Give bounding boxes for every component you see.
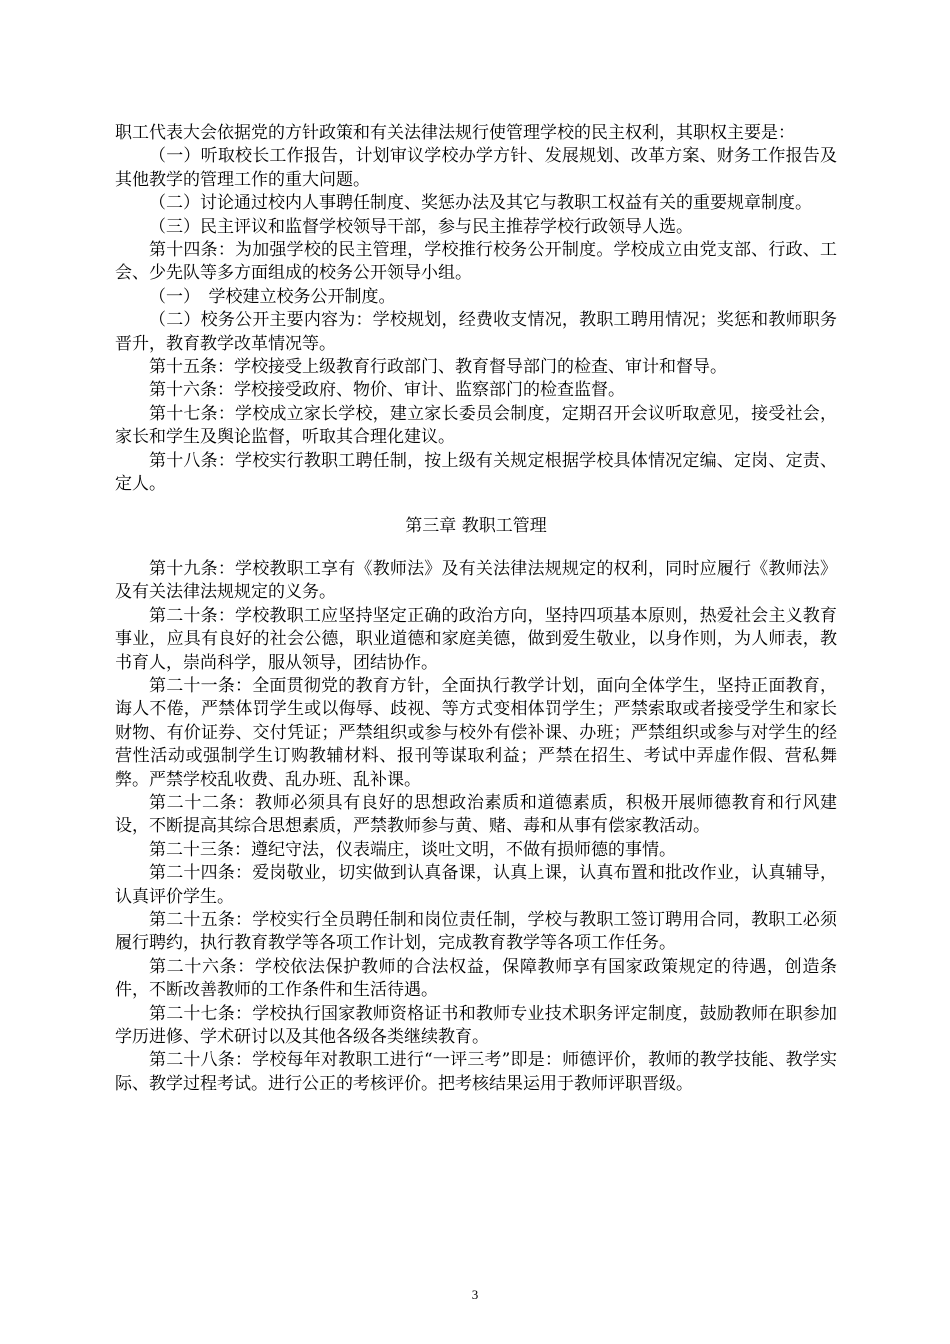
paragraph: （二）讨论通过校内人事聘任制度、奖惩办法及其它与教职工权益有关的重要规章制度。: [149, 193, 812, 214]
paragraph: 第二十三条：遵纪守法，仪表端庄，谈吐文明，不做有损师德的事情。: [149, 839, 676, 860]
paragraph: 第二十八条：学校每年对教职工进行“一评三考”即是：师德评价，教师的教学技能、教学实际、教学过程考试。进行公正的考核评价。把考核结果运用于教师评职晋级。: [115, 1050, 837, 1094]
paragraph: 第二十一条：全面贯彻党的教育方针，全面执行教学计划，面向全体学生，坚持正面教育，诲人不倦，严禁体罚学生或以侮辱、歧视、等方式变相体罚学生；严禁索取或者接受学生和家长财物、有价证券、交付凭证；严禁组织或参与校外有偿补课、办班；严禁组织或参与对学生的经营性活动或强制学生订购教辅材料、报刊等谋取利益；严禁在招生、考试中弄虚作假、营私舞弊。严禁学校乱收费、乱办班、乱补课。: [115, 675, 837, 790]
paragraph: 第十六条：学校接受政府、物价、审计、监察部门的检查监督。: [149, 380, 625, 401]
paragraph: 职工代表大会依据党的方针政策和有关法律法规行使管理学校的民主权利，其职权主要是：: [115, 123, 795, 143]
paragraph: 第二十六条：学校依法保护教师的合法权益，保障教师享有国家政策规定的待遇，创造条件，不断改善教师的工作条件和生活待遇。: [115, 956, 837, 1001]
paragraph: 第十九条：学校教职工享有《教师法》及有关法律法规规定的权利，同时应履行《教师法》及有关法律法规规定的义务。: [115, 558, 837, 603]
paragraph: 第二十五条：学校实行全员聘任制和岗位责任制，学校与教职工签订聘用合同，教职工必须履行聘约，执行教育教学等各项工作计划，完成教育教学等各项工作任务。: [115, 910, 837, 954]
paragraph: 第十四条：为加强学校的民主管理，学校推行校务公开制度。学校成立由党支部、行政、工会、少先队等多方面组成的校务公开领导小组。: [115, 240, 837, 284]
paragraph: 第十五条：学校接受上级教育行政部门、教育督导部门的检查、审计和督导。: [149, 357, 727, 378]
chapter-title: 第三章 教职工管理: [405, 515, 547, 536]
paragraph: 第二十二条：教师必须具有良好的思想政治素质和道德素质，积极开展师德教育和行风建设，不断提高其综合思想素质，严禁教师参与黄、赌、毒和从事有偿家教活动。: [115, 792, 837, 837]
paragraph: 第十七条：学校成立家长学校，建立家长委员会制度，定期召开会议听取意见，接受社会，家长和学生及舆论监督，听取其合理化建议。: [115, 403, 837, 448]
paragraph: （三）民主评议和监督学校领导干部，参与民主推荐学校行政领导人选。: [149, 216, 693, 237]
paragraph: 第二十四条：爱岗敬业，切实做到认真备课，认真上课，认真布置和批改作业，认真辅导，认真评价学生。: [115, 863, 837, 907]
body-text: [115, 122, 837, 1096]
paragraph: 第二十七条：学校执行国家教师资格证书和教师专业技术职务评定制度，鼓励教师在职参加学历进修、学术研讨以及其他各级各类继续教育。: [115, 1003, 837, 1048]
page-number: 3: [471, 1287, 479, 1302]
paragraph: （二）校务公开主要内容为：学校规划，经费收支情况，教职工聘用情况；奖惩和教师职务晋升，教育教学改革情况等。: [115, 310, 837, 354]
paragraph: 第二十条：学校教职工应坚持坚定正确的政治方向，坚持四项基本原则，热爱社会主义教育事业，应具有良好的社会公德，职业道德和家庭美德，做到爱生敬业，以身作则，为人师表，教书育人，崇尚科学，服从领导，团结协作。: [115, 605, 837, 673]
paragraph: （一） 学校建立校务公开制度。: [149, 286, 396, 307]
paragraph: 第十八条：学校实行教职工聘任制，按上级有关规定根据学校具体情况定编、定岗、定责、定人。: [115, 450, 837, 495]
paragraph: （一）听取校长工作报告，计划审议学校办学方针、发展规划、改革方案、财务工作报告及其他教学的管理工作的重大问题。: [115, 146, 837, 190]
